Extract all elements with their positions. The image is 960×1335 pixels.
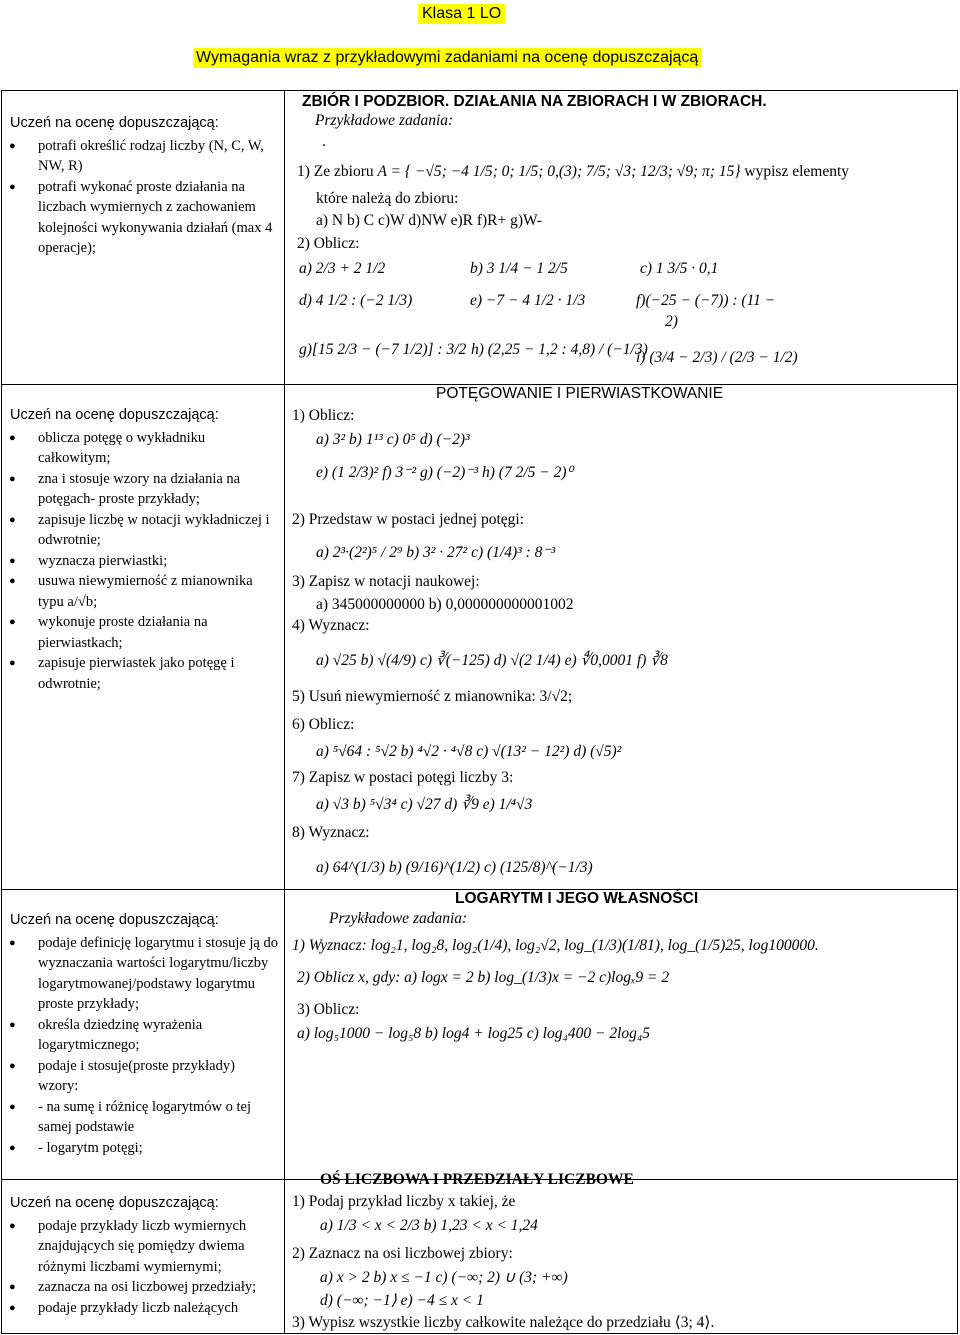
- section-subtitle: Przykładowe zadania:: [315, 112, 454, 129]
- math-expression: e) −7 − 4 1/2 · 1/3: [470, 292, 586, 309]
- list-item: ● podaje i stosuje(proste przykłady) wzory:: [38, 1056, 278, 1097]
- list-item: ● oblicza potęgę o wykładniku całkowitym;: [38, 428, 278, 469]
- math-expression: e) (1 2/3)² f) 3⁻² g) (−2)⁻³ h) (7 2/5 − 2)⁰: [316, 464, 573, 481]
- section-title-logarithms: LOGARYTM I JEGO WŁASNOŚCI: [455, 890, 699, 907]
- list-item: ● podaje przykłady liczb należących: [38, 1298, 278, 1319]
- requirement-list: [8, 1216, 278, 1319]
- task-line: 3) Wypisz wszystkie liczby całkowite należące do przedziału ⟨3; 4⟩.: [292, 1314, 715, 1331]
- section-title-intervals: OŚ LICZBOWA I PRZEDZIAŁY LICZBOWE: [320, 1171, 634, 1188]
- list-item: ● określa dziedzinę wyrażenia logarytmicznego;: [38, 1015, 278, 1056]
- math-expression: a) x > 2 b) x ≤ −1 c) (−∞; 2) ∪ (3; +∞): [320, 1269, 568, 1286]
- list-item: ● potrafi wykonać proste działania na liczbach wymiernych z zachowaniem kolejności wykonywania działań (max 4 operacje);: [38, 177, 278, 259]
- list-item: ● zaznacza na osi liczbowej przedziały;: [38, 1277, 278, 1298]
- task-line: 1) Oblicz:: [292, 407, 355, 424]
- task-text: 1) Ze zbioru: [297, 163, 378, 180]
- list-item: ● wykonuje proste działania na pierwiastkach;: [38, 612, 278, 653]
- math-expression: a) 2/3 + 2 1/2: [299, 260, 386, 277]
- requirements-cell-sets: [8, 113, 278, 259]
- requirements-table: [1, 90, 958, 1334]
- task-line: 4) Wyznacz:: [292, 617, 370, 634]
- task-line: a) 345000000000 b) 0,000000000001002: [316, 596, 574, 613]
- math-expression: a) 1/3 < x < 2/3 b) 1,23 < x < 1,24: [320, 1217, 538, 1234]
- math-expression: a) 2³·(2²)⁵ / 2⁹ b) 3² · 27² c) (1/4)³ : 8⁻³: [316, 544, 556, 561]
- math-expression: f)(−25 − (−7)) : (11 −: [636, 292, 776, 309]
- dot-text: .: [322, 133, 326, 150]
- math-expression: a) 3² b) 1¹³ c) 0⁵ d) (−2)³: [316, 431, 470, 448]
- cell-heading: Uczeń na ocenę dopuszczającą:: [10, 912, 219, 928]
- list-item: ● - na sumę i różnicę logarytmów o tej samej podstawie: [38, 1097, 278, 1138]
- requirements-cell-intervals: [8, 1193, 278, 1318]
- requirement-list: [8, 136, 278, 259]
- requirement-list: [8, 428, 278, 695]
- task-line: 8) Wyznacz:: [292, 824, 370, 841]
- section-title-powers: POTĘGOWANIE I PIERWIASTKOWANIE: [436, 385, 724, 402]
- task-1-line: [297, 163, 849, 181]
- math-expression: 1) Wyznacz: log₂1, log₂8, log₂(1/4), log₂√2, log_(1/3)(1/81), log_(1/5)25, log100000.: [292, 937, 819, 954]
- list-item: ● zapisuje liczbę w notacji wykładniczej i odwrotnie;: [38, 510, 278, 551]
- math-expression: a) √25 b) √(4/9) c) ∛(−125) d) √(2 1/4) e) ∜0,0001 f) ∛8: [316, 652, 668, 669]
- task-text: które należą do zbioru:: [316, 190, 459, 207]
- list-item: ● zna i stosuje wzory na działania na potęgach- proste przykłady;: [38, 469, 278, 510]
- task-text: a) N b) C c)W d)NW e)R f)R+ g)W-: [316, 212, 542, 229]
- task-line: 3) Oblicz:: [297, 1001, 360, 1018]
- list-item: ● wyznacza pierwiastki;: [38, 551, 278, 572]
- cell-heading: Uczeń na ocenę dopuszczającą:: [10, 407, 219, 423]
- math-expression: h) (2,25 − 1,2 : 4,8) / (−1/3): [471, 341, 648, 358]
- task-line: 2) Zaznacz na osi liczbowej zbiory:: [292, 1245, 513, 1262]
- cell-heading: Uczeń na ocenę dopuszczającą:: [10, 1195, 219, 1211]
- class-label: Klasa 1 LO: [418, 4, 505, 24]
- requirements-cell-powers: [8, 405, 278, 694]
- math-expression: a) ⁵√64 : ⁵√2 b) ⁴√2 · ⁴√8 c) √(13² − 12²) d) (√5)²: [316, 743, 622, 760]
- math-expression: d) 4 1/2 : (−2 1/3): [299, 292, 413, 309]
- math-expression: c) 1 3/5 · 0,1: [640, 260, 719, 277]
- math-expression: b) 3 1/4 − 1 2/5: [470, 260, 568, 277]
- list-item: ● zapisuje pierwiastek jako potęgę i odwrotnie;: [38, 653, 278, 694]
- task-line: 2) Przedstaw w postaci jednej potęgi:: [292, 511, 525, 528]
- cell-heading: Uczeń na ocenę dopuszczającą:: [10, 115, 219, 131]
- task-line: 7) Zapisz w postaci potęgi liczby 3:: [292, 769, 514, 786]
- task-line: 5) Usuń niewymierność z mianownika: 3/√2;: [292, 688, 573, 705]
- math-expression: 2): [665, 313, 678, 330]
- column-divider: [284, 91, 285, 1333]
- task-line: 6) Oblicz:: [292, 716, 355, 733]
- math-expression: a) 64^(1/3) b) (9/16)^(1/2) c) (125/8)^(−1/3): [316, 859, 593, 876]
- task-line: 3) Zapisz w notacji naukowej:: [292, 573, 480, 590]
- task-line: 1) Podaj przykład liczby x takiej, że: [292, 1193, 516, 1210]
- list-item: ● podaje przykłady liczb wymiernych znajdujących się pomiędzy dwiema różnymi liczbami wymiernymi;: [38, 1216, 278, 1278]
- section-subtitle: Przykładowe zadania:: [329, 910, 468, 927]
- requirement-list: [8, 933, 278, 1159]
- math-expression: d) (−∞; −1⟩ e) −4 ≤ x < 1: [320, 1292, 484, 1309]
- task-2-line: 2) Oblicz:: [297, 235, 360, 252]
- requirements-title: Wymagania wraz z przykładowymi zadaniami na ocenę dopuszczającą: [193, 48, 701, 68]
- math-expression: g)[15 2/3 − (−7 1/2)] : 3/2: [299, 341, 467, 358]
- requirements-cell-logarithms: [8, 910, 278, 1158]
- math-expression: 2) Oblicz x, gdy: a) logx = 2 b) log_(1/3)x = −2 c)logₓ9 = 2: [297, 969, 670, 986]
- list-item: ● potrafi określić rodzaj liczby (N, C, W, NW, R): [38, 136, 278, 177]
- math-expression: i) (3/4 − 2/3) / (2/3 − 1/2): [636, 349, 798, 366]
- task-text: wypisz elementy: [740, 163, 850, 180]
- list-item: ● usuwa niewymierność z mianownika typu a/√b;: [38, 571, 278, 612]
- list-item: ● podaje definicję logarytmu i stosuje ją do wyznaczania wartości logarytmu/liczby logarytmowanej/podstawy logarytmu proste przykłady;: [38, 933, 278, 1015]
- math-expression: a) √3 b) ⁵√3⁴ c) √27 d) ∛9 e) 1/⁴√3: [316, 796, 533, 813]
- list-item: ● - logarytm potęgi;: [38, 1138, 278, 1159]
- math-expression: a) log₅1000 − log₅8 b) log4 + log25 c) log₄400 − 2log₄5: [297, 1025, 651, 1042]
- section-title-sets: ZBIÓR I PODZBIOR. DZIAŁANIA NA ZBIORACH I W ZBIORACH.: [302, 93, 767, 110]
- math-expression: A = { −√5; −4 1/5; 0; 1/5; 0,(3); 7/5; √3; 12/3; √9; π; 15}: [377, 163, 741, 180]
